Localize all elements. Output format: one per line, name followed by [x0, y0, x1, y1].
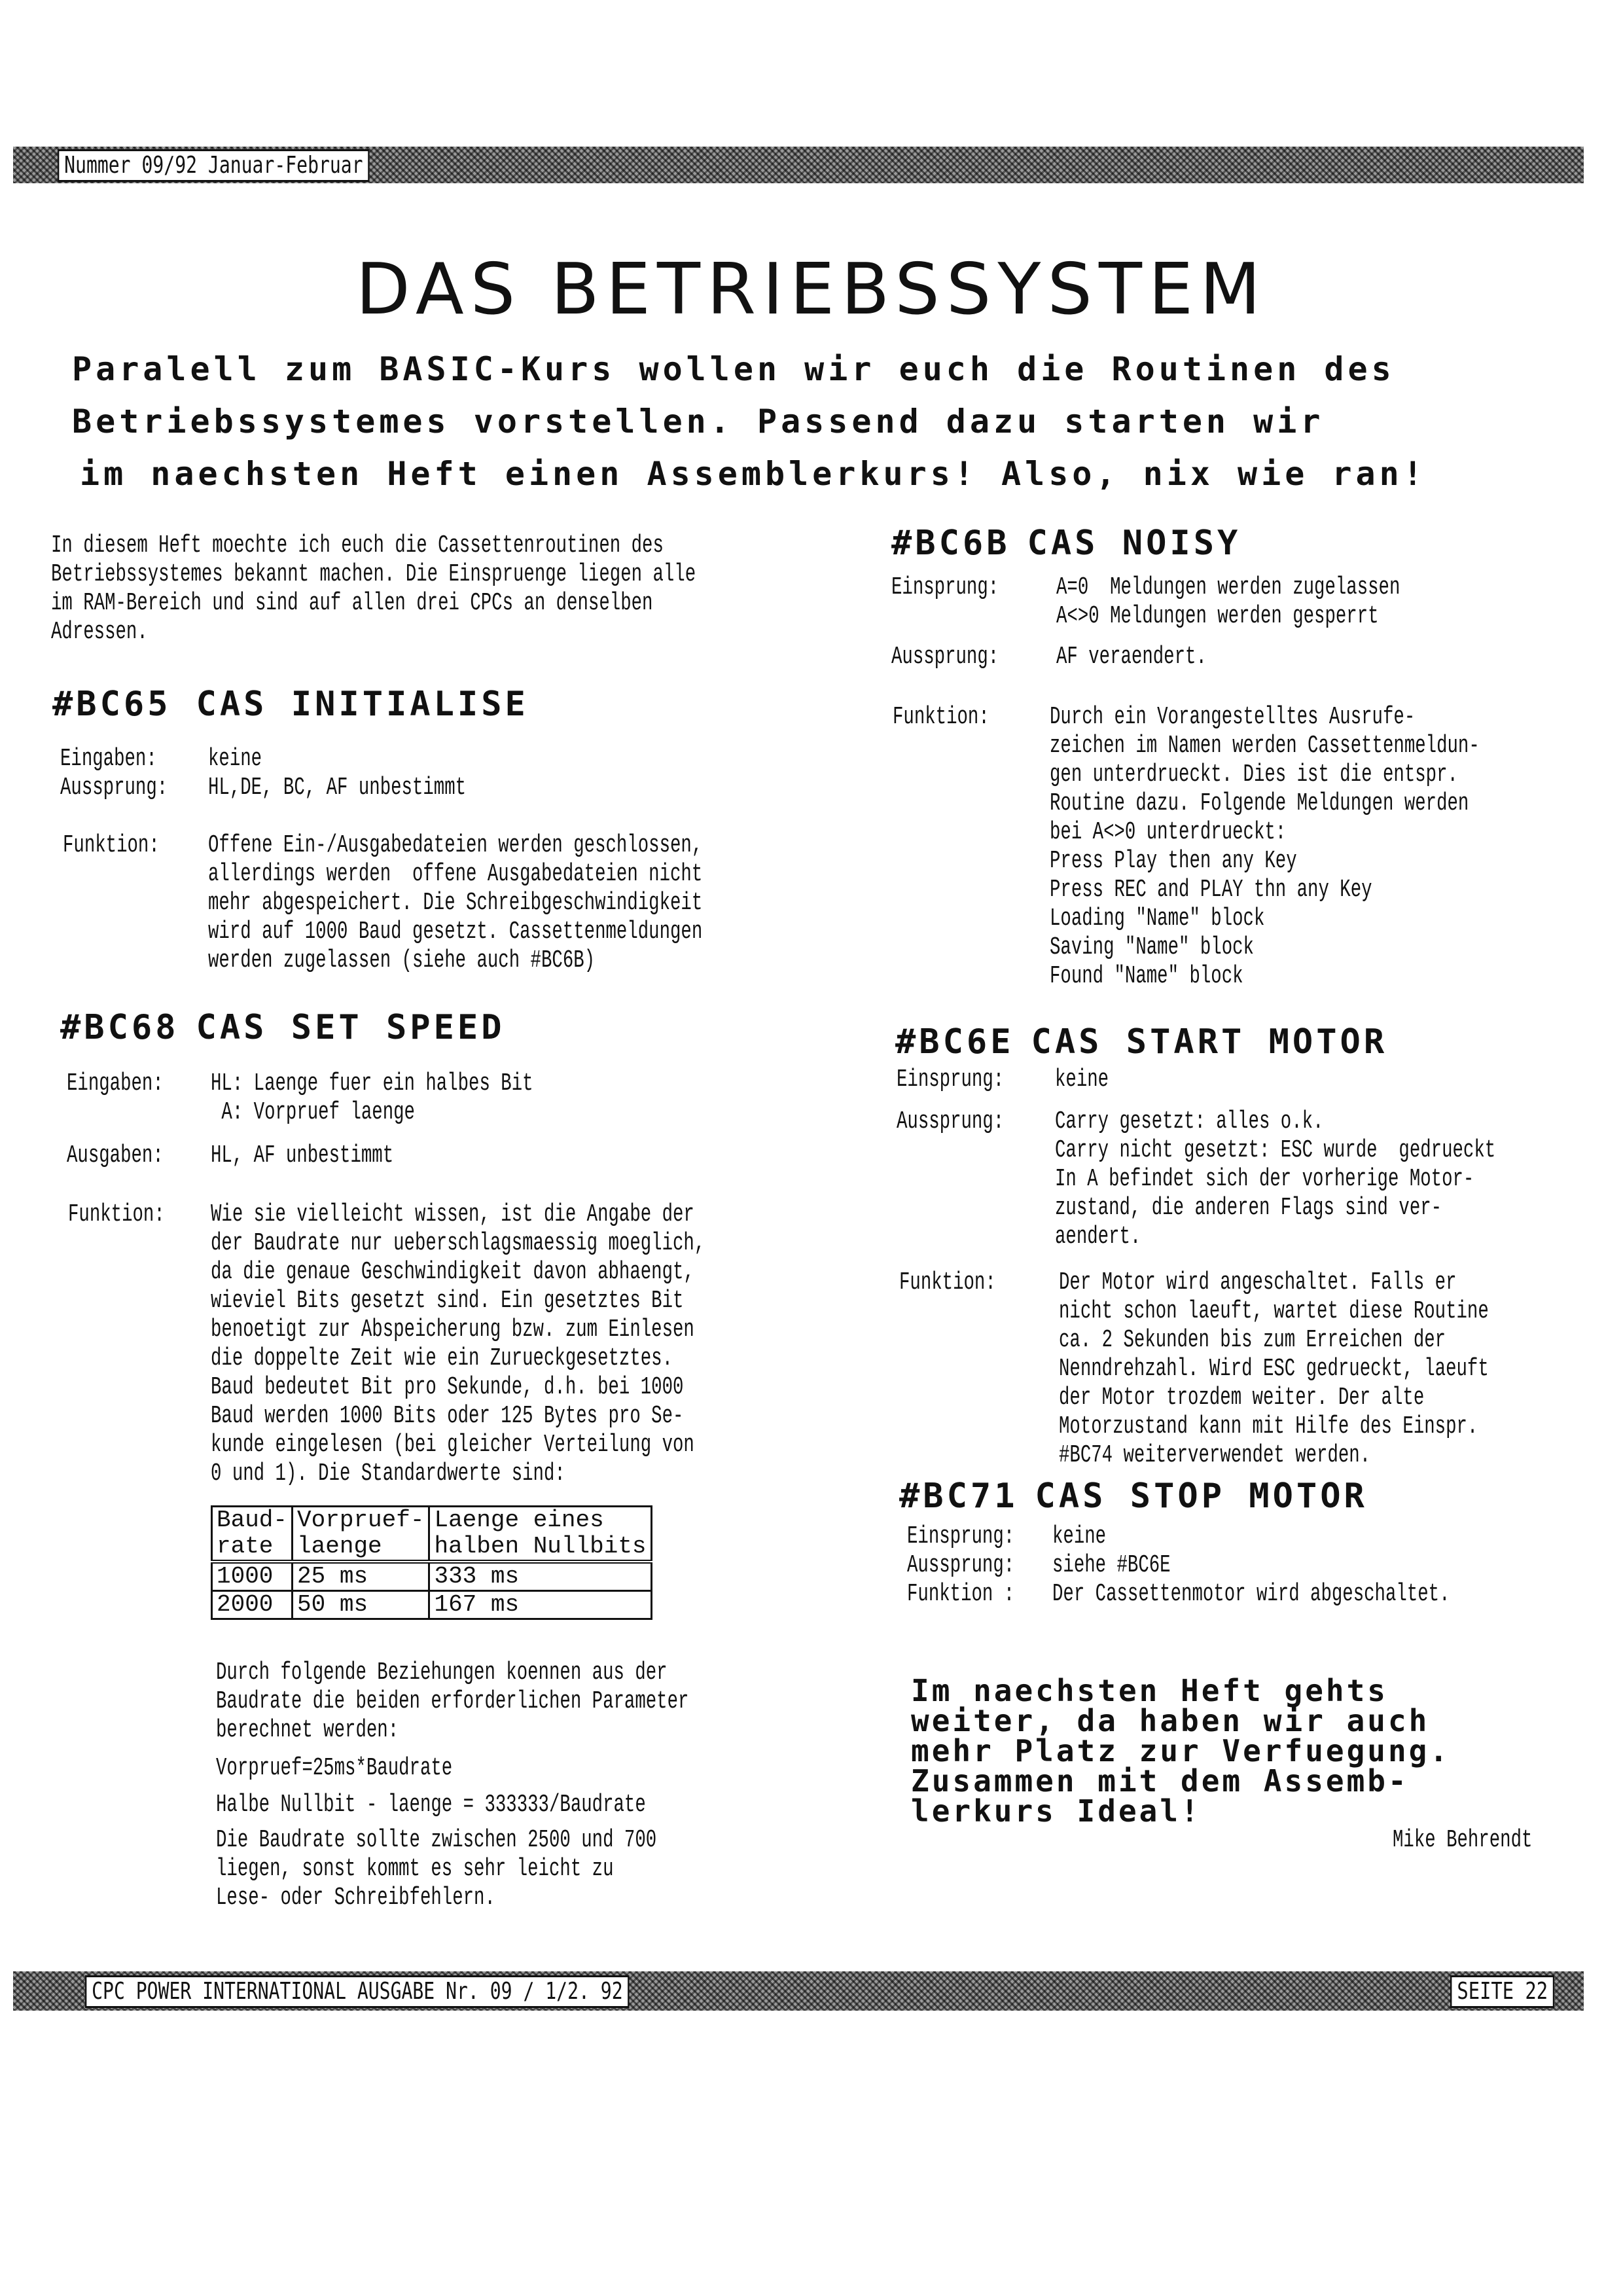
- bc68-output-label: Ausgaben:: [67, 1141, 164, 1170]
- bc71-output-label: Aussprung:: [907, 1551, 1015, 1579]
- issue-label: Nummer 09/92 Januar-Februar: [58, 149, 370, 182]
- bc65-input-value: keine: [208, 745, 262, 773]
- intro-line-2: Betriebssystemes vorstellen. Passend dazu starten wir: [72, 403, 1325, 440]
- bc6e-function-text: Der Motor wird angeschaltet. Falls er nicht schon laeuft, wartet diese Routine ca. 2 Sekunden bis zum Erreichen der Nenndrehzahl. Wird ESC gedrueckt, laeuft der Motor trozdem weiter. Der alte Motorzustand kann mit Hilfe des Einspr. #BC74 weiterverwendet werden.: [1059, 1268, 1489, 1469]
- routine-code: #BC65: [52, 685, 171, 724]
- bc68-function-label: Funktion:: [68, 1200, 165, 1229]
- bc6b-input-value: A=0 Meldungen werden zugelassen A<>0 Meldungen werden gesperrt: [1056, 573, 1400, 630]
- bc65-output-value: HL,DE, BC, AF unbestimmt: [208, 774, 467, 802]
- baud-rate-table: [211, 1505, 652, 1620]
- left-intro-paragraph: In diesem Heft moechte ich euch die Cassettenroutinen des Betriebssystemes bekannt machen. Die Einspruenge liegen alle im RAM-Bereich und sind auf allen drei CPCs an denselben Adressen.: [51, 531, 696, 646]
- bc6b-output-value: AF veraendert.: [1056, 643, 1207, 671]
- bc68-function-text: Wie sie vielleicht wissen, ist die Angabe der der Baudrate nur ueberschlagsmaessig moeglich, da die genaue Geschwindigkeit davon abhaengt, wieviel Bits gesetzt sind. Ein gesetztes Bit benoetigt zur Abspeicherung bzw. zum Einlesen die doppelte Zeit wie ein Zurueckgesetztes. Baud bedeutet Bit pro Sekunde, d.h. bei 1000 Baud werden 1000 Bits oder 125 Bytes pro Se- kunde eingelesen (bei gleicher Verteilung von 0 und 1). Die Standardwerte sind:: [211, 1200, 705, 1488]
- bc6e-output-value: Carry gesetzt: alles o.k. Carry nicht gesetzt: ESC wurde gedrueckt In A befindet sich der vorherige Motor- zustand, die anderen Flags sind ver- aendert.: [1055, 1107, 1496, 1251]
- bc6b-output-label: Aussprung:: [891, 643, 999, 671]
- bc6e-input-label: Einsprung:: [897, 1066, 1005, 1094]
- bc6e-output-label: Aussprung:: [897, 1107, 1005, 1136]
- bc68-input-label: Eingaben:: [67, 1069, 164, 1098]
- table-cell: 333 ms: [429, 1562, 651, 1591]
- table-cell: 2000: [212, 1591, 293, 1619]
- bc6e-function-label: Funktion:: [899, 1268, 996, 1297]
- intro-line-3: im naechsten Heft einen Assemblerkurs! Also, nix wie ran!: [80, 455, 1427, 493]
- bc65-function-label: Funktion:: [63, 831, 160, 859]
- bc6b-function-label: Funktion:: [893, 703, 990, 731]
- table-header-cell: Vorpruef- laenge: [293, 1507, 429, 1562]
- bc65-output-label: Aussprung:: [60, 774, 168, 802]
- bc71-input-value: keine: [1052, 1522, 1107, 1551]
- intro-line-1: Paralell zum BASIC-Kurs wollen wir euch die Routinen des: [72, 350, 1395, 388]
- routine-code: #BC6E: [895, 1022, 1014, 1062]
- table-header-cell: Laenge eines halben Nullbits: [429, 1507, 651, 1562]
- routine-name: CAS NOISY: [1027, 524, 1241, 563]
- section-heading-bc6e: [895, 1022, 1387, 1062]
- bc71-function-label: Funktion :: [907, 1580, 1015, 1608]
- bc6b-function-text: Durch ein Vorangestelltes Ausrufe- zeichen im Namen werden Cassettenmeldun- gen unterdrueckt. Dies ist die entspr. Routine dazu. Folgende Meldungen werden bei A<>0 unterdrueckt: Press Play then any Key Press REC and PLAY thn any Key Loading "Name" block Saving "Name" block Found "Name" block: [1050, 703, 1480, 990]
- header-band: [13, 147, 1584, 183]
- bc68-formula-vorpruef: Vorpruef=25ms*Baudrate: [216, 1754, 453, 1782]
- bc68-after-table-text: Durch folgende Beziehungen koennen aus der Baudrate die beiden erforderlichen Parameter berechnet werden:: [216, 1659, 689, 1744]
- bc65-function-text: Offene Ein-/Ausgabedateien werden geschlossen, allerdings werden offene Ausgabedateien nicht mehr abgespeichert. Die Schreibgeschwindigkeit wird auf 1000 Baud gesetzt. Cassettenmeldungen werden zugelassen (siehe auch #BC6B): [208, 831, 703, 975]
- routine-code: #BC68: [60, 1008, 179, 1047]
- routine-name: CAS SET SPEED: [196, 1008, 505, 1047]
- publication-label: CPC POWER INTERNATIONAL AUSGABE Nr. 09 / 1/2. 92: [85, 1975, 630, 2008]
- bc68-input-value: HL: Laenge fuer ein halbes Bit A: Vorpruef laenge: [211, 1069, 533, 1126]
- table-header-cell: Baud- rate: [212, 1507, 293, 1562]
- bc71-output-value: siehe #BC6E: [1052, 1551, 1171, 1579]
- author-signature: Mike Behrendt: [1393, 1826, 1533, 1854]
- section-heading-bc6b: [891, 524, 1241, 563]
- page-number: SEITE 22: [1450, 1975, 1555, 2008]
- routine-name: CAS START MOTOR: [1031, 1022, 1388, 1062]
- table-row: [212, 1591, 652, 1619]
- routine-code: #BC6B: [891, 524, 1010, 563]
- bc6b-input-label: Einsprung:: [891, 573, 999, 601]
- bc68-output-value: HL, AF unbestimmt: [211, 1141, 394, 1170]
- routine-name: CAS INITIALISE: [196, 685, 529, 724]
- table-header-row: [212, 1507, 652, 1562]
- section-heading-bc71: [899, 1477, 1368, 1516]
- section-heading-bc68: [60, 1008, 505, 1047]
- section-heading-bc65: [52, 685, 529, 724]
- bc6e-input-value: keine: [1055, 1066, 1109, 1094]
- bc68-note: Die Baudrate sollte zwischen 2500 und 700 liegen, sonst kommt es sehr leicht zu Lese- oder Schreibfehlern.: [216, 1826, 657, 1912]
- table-cell: 50 ms: [293, 1591, 429, 1619]
- table-row: [212, 1562, 652, 1591]
- table-cell: 167 ms: [429, 1591, 651, 1619]
- bc65-input-label: Eingaben:: [60, 745, 157, 773]
- routine-code: #BC71: [899, 1477, 1018, 1516]
- bc71-input-label: Einsprung:: [907, 1522, 1015, 1551]
- bc68-formula-nullbit: Halbe Nullbit - laenge = 333333/Baudrate: [216, 1791, 646, 1819]
- routine-name: CAS STOP MOTOR: [1035, 1477, 1368, 1516]
- page-title: DAS BETRIEBSSYSTEM: [355, 249, 1268, 331]
- table-cell: 25 ms: [293, 1562, 429, 1591]
- footer-band: [13, 1971, 1584, 2011]
- closing-note: Im naechsten Heft gehts weiter, da haben wir auch mehr Platz zur Verfuegung. Zusammen mit dem Assemb- lerkurs Ideal!: [911, 1673, 1451, 1829]
- table-cell: 1000: [212, 1562, 293, 1591]
- bc71-function-text: Der Cassettenmotor wird abgeschaltet.: [1052, 1580, 1450, 1608]
